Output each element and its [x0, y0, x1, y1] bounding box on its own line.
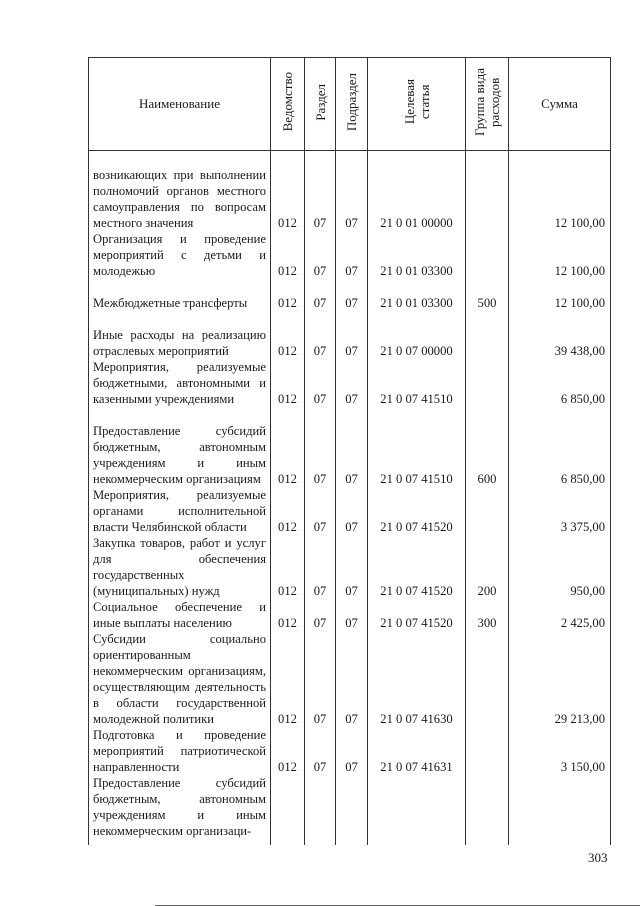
row-vedomstvo: 012 — [271, 727, 305, 775]
row-sum: 12 100,00 — [509, 231, 611, 279]
header-target-article: Целевая статья — [368, 58, 466, 151]
table-row — [89, 231, 611, 279]
row-name: Мероприятия, реализуемые бюджетными, автономными и казенными учреждениями — [89, 359, 271, 407]
row-expense-group — [466, 727, 509, 775]
row-vedomstvo: 012 — [271, 407, 305, 487]
row-razdel: 07 — [305, 487, 336, 535]
row-podrazdel: 07 — [336, 535, 368, 599]
row-expense-group: 300 — [466, 599, 509, 631]
row-podrazdel: 07 — [336, 231, 368, 279]
row-name: Иные расходы на реализацию отраслевых мероприятий — [89, 311, 271, 359]
row-target-article: 21 0 07 41520 — [368, 535, 466, 599]
row-vedomstvo: 012 — [271, 311, 305, 359]
row-razdel: 07 — [305, 631, 336, 727]
row-vedomstvo: 012 — [271, 231, 305, 279]
row-razdel: 07 — [305, 535, 336, 599]
row-podrazdel: 07 — [336, 599, 368, 631]
row-name: Мероприятия, реализуемые органами исполнительной власти Челябинской области — [89, 487, 271, 535]
row-razdel: 07 — [305, 599, 336, 631]
row-expense-group: 600 — [466, 407, 509, 487]
row-name: Субсидии социально ориентированным некоммерческим организациям, осуществляющим деятельность в области государственной молодежной политики — [89, 631, 271, 727]
row-razdel: 07 — [305, 231, 336, 279]
table-row — [89, 151, 611, 231]
table-row — [89, 727, 611, 775]
row-target-article — [368, 775, 466, 845]
row-razdel: 07 — [305, 279, 336, 311]
row-target-article: 21 0 07 00000 — [368, 311, 466, 359]
row-sum: 12 100,00 — [509, 151, 611, 231]
row-target-article: 21 0 07 41631 — [368, 727, 466, 775]
row-podrazdel: 07 — [336, 727, 368, 775]
row-vedomstvo: 012 — [271, 631, 305, 727]
row-razdel — [305, 775, 336, 845]
row-sum: 950,00 — [509, 535, 611, 599]
row-razdel: 07 — [305, 151, 336, 231]
row-target-article: 21 0 01 03300 — [368, 231, 466, 279]
row-name: Предоставление субсидий бюджетным, автономным учреждениям и иным некоммерческим организациям — [89, 407, 271, 487]
header-expense-group: Группа вида расходов — [466, 58, 509, 151]
row-expense-group: 200 — [466, 535, 509, 599]
row-name: Предоставление субсидий бюджетным, автономным учреждениям и иным некоммерческим организаци- — [89, 775, 271, 845]
row-expense-group — [466, 311, 509, 359]
row-podrazdel — [336, 775, 368, 845]
row-podrazdel: 07 — [336, 631, 368, 727]
row-name: Межбюджетные трансферты — [89, 279, 271, 311]
page-number: 303 — [588, 850, 608, 865]
row-vedomstvo: 012 — [271, 359, 305, 407]
header-vedomstvo: Ведомство — [271, 58, 305, 151]
row-target-article: 21 0 07 41510 — [368, 407, 466, 487]
row-name: Социальное обеспечение и иные выплаты населению — [89, 599, 271, 631]
row-sum: 12 100,00 — [509, 279, 611, 311]
row-razdel: 07 — [305, 311, 336, 359]
row-vedomstvo: 012 — [271, 151, 305, 231]
row-target-article: 21 0 01 00000 — [368, 151, 466, 231]
table-row — [89, 279, 611, 311]
table-row — [89, 359, 611, 407]
row-podrazdel: 07 — [336, 279, 368, 311]
row-vedomstvo: 012 — [271, 535, 305, 599]
row-expense-group — [466, 359, 509, 407]
row-target-article: 21 0 07 41510 — [368, 359, 466, 407]
row-sum: 39 438,00 — [509, 311, 611, 359]
header-sum: Сумма — [509, 58, 611, 151]
row-expense-group — [466, 775, 509, 845]
row-podrazdel: 07 — [336, 311, 368, 359]
row-expense-group — [466, 231, 509, 279]
row-podrazdel: 07 — [336, 151, 368, 231]
row-razdel: 07 — [305, 359, 336, 407]
table-row — [89, 311, 611, 359]
row-sum: 2 425,00 — [509, 599, 611, 631]
row-target-article: 21 0 07 41520 — [368, 599, 466, 631]
row-vedomstvo: 012 — [271, 599, 305, 631]
row-expense-group — [466, 631, 509, 727]
table-body — [89, 151, 611, 845]
header-podrazdel: Подраздел — [336, 58, 368, 151]
row-podrazdel: 07 — [336, 487, 368, 535]
header-razdel: Раздел — [305, 58, 336, 151]
row-target-article: 21 0 07 41520 — [368, 487, 466, 535]
row-razdel: 07 — [305, 727, 336, 775]
row-target-article: 21 0 07 41630 — [368, 631, 466, 727]
row-sum — [509, 775, 611, 845]
table-row — [89, 407, 611, 487]
row-name: возникающих при выполнении полномочий органов местного самоуправления по вопросам местного значения — [89, 151, 271, 231]
row-name: Закупка товаров, работ и услуг для обеспечения государственных (муниципальных) нужд — [89, 535, 271, 599]
row-vedomstvo: 012 — [271, 279, 305, 311]
table-row — [89, 631, 611, 727]
row-target-article: 21 0 01 03300 — [368, 279, 466, 311]
row-vedomstvo: 012 — [271, 487, 305, 535]
row-expense-group — [466, 487, 509, 535]
row-vedomstvo — [271, 775, 305, 845]
row-expense-group: 500 — [466, 279, 509, 311]
row-sum: 6 850,00 — [509, 359, 611, 407]
table-row — [89, 775, 611, 845]
row-podrazdel: 07 — [336, 359, 368, 407]
row-razdel: 07 — [305, 407, 336, 487]
row-sum: 29 213,00 — [509, 631, 611, 727]
row-sum: 3 150,00 — [509, 727, 611, 775]
row-expense-group — [466, 151, 509, 231]
table-row — [89, 599, 611, 631]
row-podrazdel: 07 — [336, 407, 368, 487]
table-row — [89, 535, 611, 599]
row-sum: 6 850,00 — [509, 407, 611, 487]
row-sum: 3 375,00 — [509, 487, 611, 535]
header-name: Наименование — [89, 58, 271, 151]
row-name: Организация и проведение мероприятий с детьми и молодежью — [89, 231, 271, 279]
budget-table — [88, 57, 611, 845]
table-header — [89, 58, 611, 151]
table-row — [89, 487, 611, 535]
row-name: Подготовка и проведение мероприятий патриотической направленности — [89, 727, 271, 775]
